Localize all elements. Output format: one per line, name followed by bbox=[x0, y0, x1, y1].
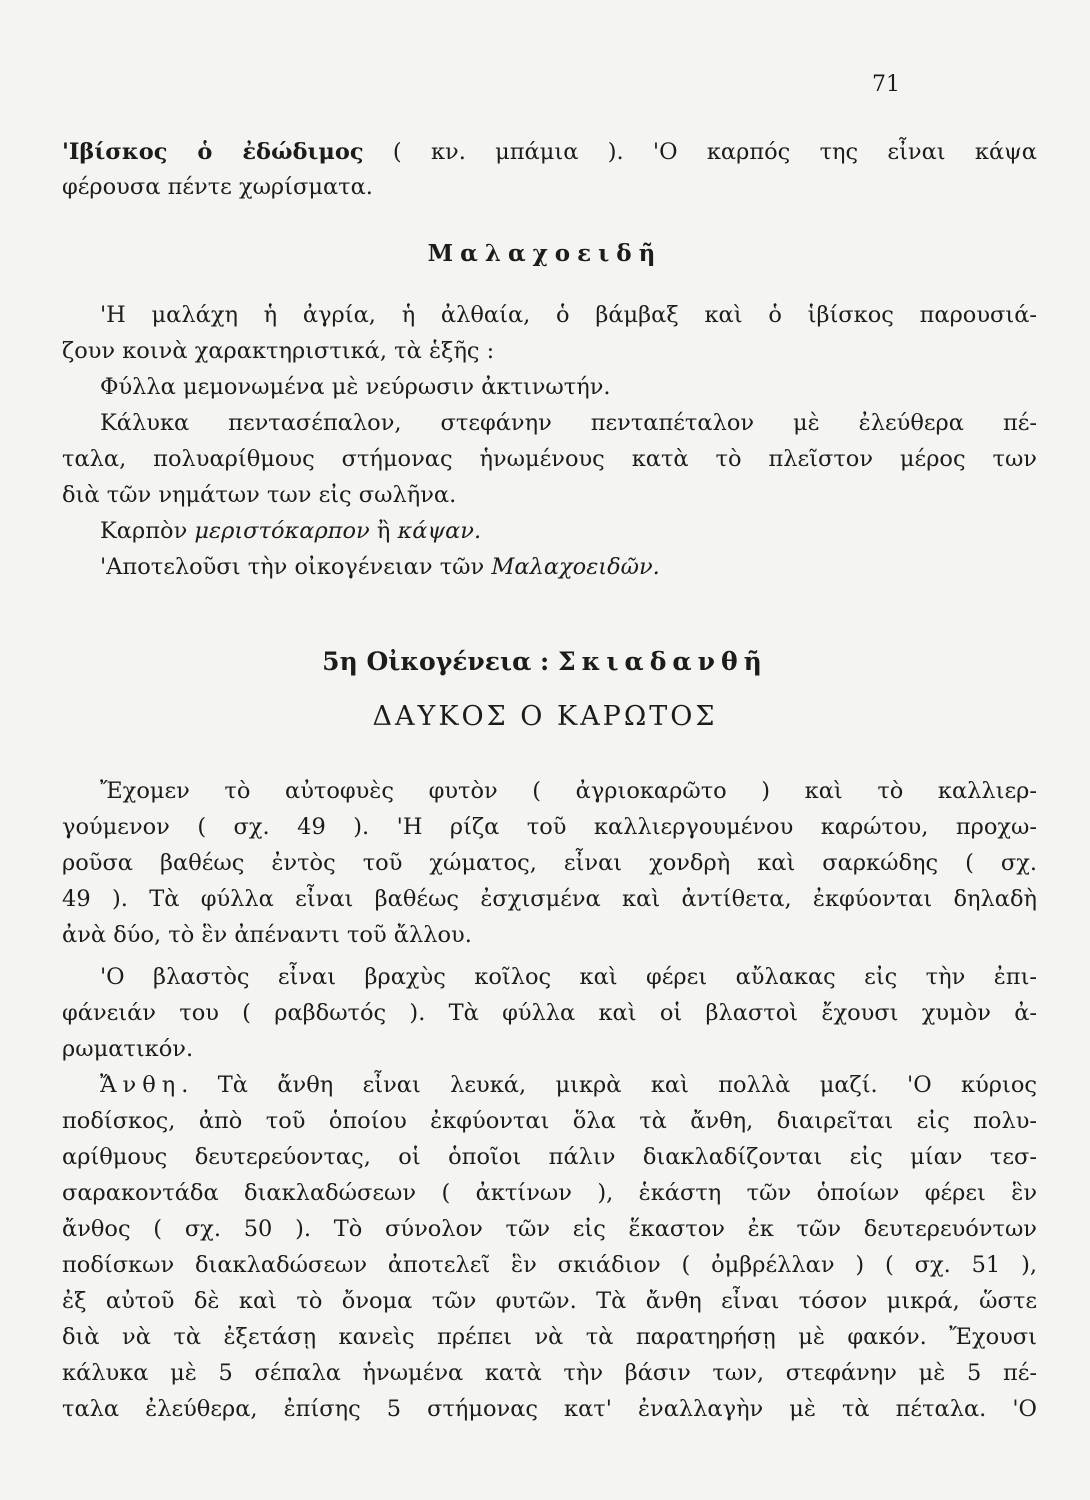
page-number: 71 bbox=[872, 72, 900, 97]
paragraph-line: ἐξ αὐτοῦ δὲ καὶ τὸ ὄνομα τῶν φυτῶν. Τὰ ἄνθη εἶναι τόσον μικρά, ὥστε bbox=[62, 1288, 1037, 1314]
paragraph-line: γούμενον ( σχ. 49 ). 'Η ρίζα τοῦ καλλιεργουμένου καρώτου, προχω- bbox=[62, 814, 1037, 840]
paragraph-line: Καρπὸν μεριστόκαρπον ἢ κάψαν. bbox=[100, 518, 482, 544]
paragraph-line: 49 ). Τὰ φύλλα εἶναι βαθέως ἐσχισμένα καὶ ἀντίθετα, ἐκφύονται δηλαδὴ bbox=[62, 886, 1037, 912]
paragraph-line: ποδίσκος, ἀπὸ τοῦ ὁποίου ἐκφύονται ὅλα τὰ ἄνθη, διαιρεῖται εἰς πολυ- bbox=[62, 1108, 1037, 1134]
section-heading: Μαλαχοειδῆ bbox=[427, 240, 663, 267]
paragraph-line: 'Η μαλάχη ἡ ἀγρία, ἡ ἀλθαία, ὁ βάμβαξ καὶ ὁ ἱβίσκος παρουσιά- bbox=[100, 302, 1037, 328]
paragraph-line: ποδίσκων διακλαδώσεων ἀποτελεῖ ἓν σκιάδιον ( ὀμβρέλλαν ) ( σχ. 51 ), bbox=[62, 1252, 1037, 1278]
paragraph-line: ρωματικόν. bbox=[62, 1036, 194, 1062]
paragraph-line: διὰ τῶν νημάτων των εἰς σωλῆνα. bbox=[62, 482, 457, 508]
paragraph-line: ζουν κοινὰ χαρακτηριστικά, τὰ ἑξῆς : bbox=[62, 338, 495, 364]
paragraph-line: διὰ νὰ τὰ ἐξετάσῃ κανεὶς πρέπει νὰ τὰ παρατηρήσῃ μὲ φακόν. Ἔχουσι bbox=[62, 1324, 1037, 1350]
paragraph-line: 'Ιβίσκος ὁ ἐδώδιμος ( κν. μπάμια ). 'Ο καρπός της εἶναι κάψα bbox=[62, 139, 1037, 165]
species-name: 'Ιβίσκος ὁ ἐδώδιμος bbox=[62, 139, 364, 165]
paragraph-line: αρίθμους δευτερεύοντας, οἱ ὁποῖοι πάλιν διακλαδίζονται εἰς μίαν τεσ- bbox=[62, 1144, 1037, 1170]
paragraph-line: φάνειάν του ( ραβδωτός ). Τὰ φύλλα καὶ οἱ βλαστοὶ ἔχουσι χυμὸν ἀ- bbox=[62, 1000, 1037, 1026]
paragraph-line: ἄνθος ( σχ. 50 ). Τὸ σύνολον τῶν εἰς ἕκαστον ἐκ τῶν δευτερευόντων bbox=[62, 1216, 1037, 1242]
paragraph-line: Κάλυκα πεντασέπαλον, στεφάνην πενταπέταλον μὲ ἐλεύθερα πέ- bbox=[100, 410, 1037, 436]
paragraph-line: ταλα, πολυαρίθμους στήμονας ἡνωμένους κατὰ τὸ πλεῖστον μέρος των bbox=[62, 446, 1037, 472]
paragraph-line: 'Ο βλαστὸς εἶναι βραχὺς κοῖλος καὶ φέρει αὔλακας εἰς τὴν ἐπι- bbox=[100, 964, 1037, 990]
paragraph-line: Φύλλα μεμονωμένα μὲ νεύρωσιν ἀκτινωτήν. bbox=[100, 374, 611, 400]
paragraph-line: Ἄνθη. Τὰ ἄνθη εἶναι λευκά, μικρὰ καὶ πολλὰ μαζί. 'Ο κύριος bbox=[100, 1072, 1037, 1098]
paragraph-line: κάλυκα μὲ 5 σέπαλα ἡνωμένα κατὰ τὴν βάσιν των, στεφάνην μὲ 5 πέ- bbox=[62, 1360, 1037, 1386]
paragraph-line: ροῦσα βαθέως ἐντὸς τοῦ χώματος, εἶναι χονδρὴ καὶ σαρκώδης ( σχ. bbox=[62, 850, 1037, 876]
paragraph-line: ἀνὰ δύο, τὸ ἓν ἀπέναντι τοῦ ἄλλου. bbox=[62, 922, 472, 948]
family-heading: 5η Οἰκογένεια : Σκιαδανθῆ bbox=[322, 647, 768, 676]
paragraph-line: σαρακοντάδα διακλαδώσεων ( ἀκτίνων ), ἑκάστη τῶν ὁποίων φέρει ἓν bbox=[62, 1180, 1037, 1206]
species-heading: ΔΑΥΚΟΣ Ο ΚΑΡΩΤΟΣ bbox=[372, 701, 718, 732]
paragraph-line: ταλα ἐλεύθερα, ἐπίσης 5 στήμονας κατ' ἐναλλαγὴν μὲ τὰ πέταλα. 'Ο bbox=[62, 1396, 1037, 1422]
paragraph-line: Ἔχομεν τὸ αὐτοφυὲς φυτὸν ( ἀγριοκαρῶτο ) καὶ τὸ καλλιερ- bbox=[100, 778, 1037, 804]
paragraph-line: 'Αποτελοῦσι τὴν οἰκογένειαν τῶν Μαλαχοειδῶν. bbox=[100, 554, 660, 580]
paragraph-line: φέρουσα πέντε χωρίσματα. bbox=[62, 174, 373, 200]
